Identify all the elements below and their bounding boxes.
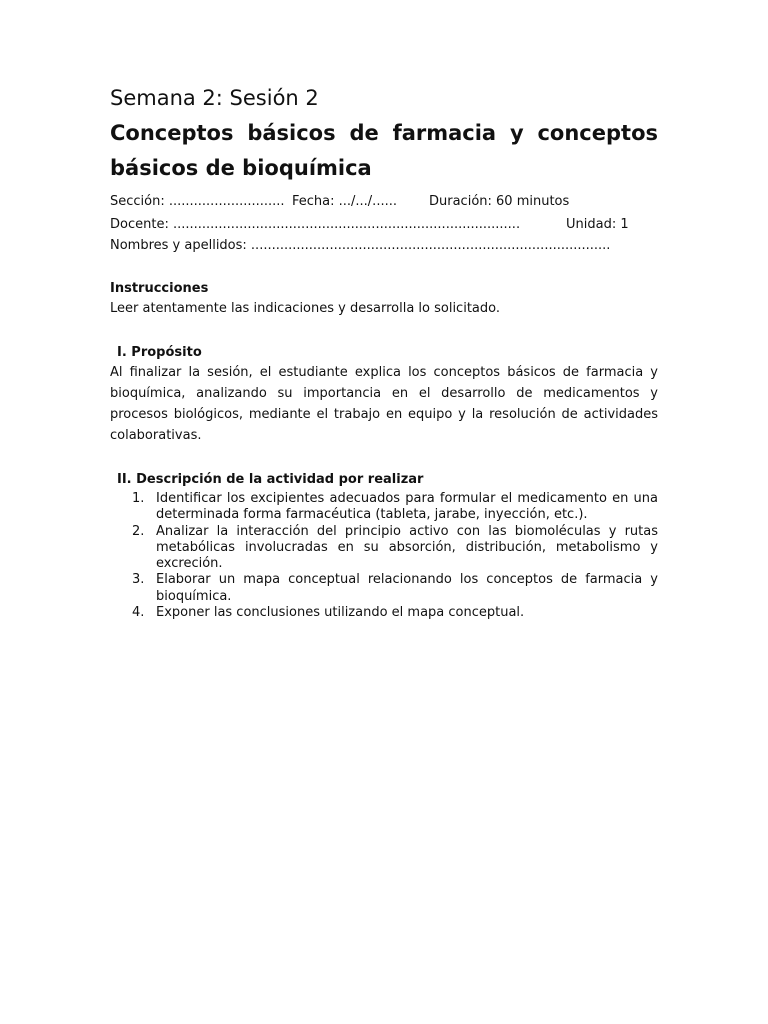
list-item: [110, 572, 658, 605]
purpose-text: Al finalizar la sesión, el estudiante explica los conceptos básicos de farmacia y bioquímica, analizando su importancia en el desarrollo de medicamentos y procesos biológicos, mediante el trabajo en equipo y la resolución de actividades colaborativas.: [110, 365, 658, 443]
section-field: Sección: ............................: [110, 194, 285, 209]
list-item-number: 4.: [132, 605, 145, 621]
activity-list: [110, 491, 658, 621]
list-item: [110, 605, 658, 621]
unit-field: Unidad: 1: [566, 217, 629, 232]
teacher-field: Docente: ....................................................................................: [110, 217, 521, 232]
list-item-text: Elaborar un mapa conceptual relacionando los conceptos de farmacia y bioquímica.: [156, 572, 658, 604]
list-item-number: 1.: [132, 491, 145, 506]
document-title: Conceptos básicos de farmacia y conceptos básicos de bioquímica: [110, 121, 658, 180]
duration-field: Duración: 60 minutos: [429, 194, 570, 209]
activity-heading: II. Descripción de la actividad por realizar: [117, 472, 424, 487]
instructions-text: Leer atentamente las indicaciones y desarrolla lo solicitado.: [110, 301, 500, 316]
meta-row-names: [110, 237, 658, 255]
date-field: Fecha: .../.../......: [292, 194, 397, 209]
meta-row-teacher: [110, 216, 658, 234]
list-item-number: 3.: [132, 572, 145, 588]
session-label: Semana 2: Sesión 2: [110, 86, 319, 110]
instructions-heading: Instrucciones: [110, 281, 209, 296]
purpose-heading: I. Propósito: [117, 345, 202, 360]
names-field: Nombres y apellidos: .......................................................................................: [110, 238, 611, 253]
list-item: [110, 491, 658, 524]
meta-row-section: [110, 193, 658, 211]
document-page: [110, 0, 658, 1024]
list-item-text: Exponer las conclusiones utilizando el mapa conceptual.: [156, 605, 525, 621]
list-item-text: Identificar los excipientes adecuados para formular el medicamento en una determinada forma farmacéutica (tableta, jarabe, inyección, etc.).: [156, 491, 658, 523]
list-item-number: 2.: [132, 523, 145, 539]
list-item: [110, 524, 658, 573]
list-item-text: Analizar la interacción del principio activo con las biomoléculas y rutas metabólicas involucradas en su absorción, distribución, metabolismo y excreción.: [156, 523, 658, 572]
